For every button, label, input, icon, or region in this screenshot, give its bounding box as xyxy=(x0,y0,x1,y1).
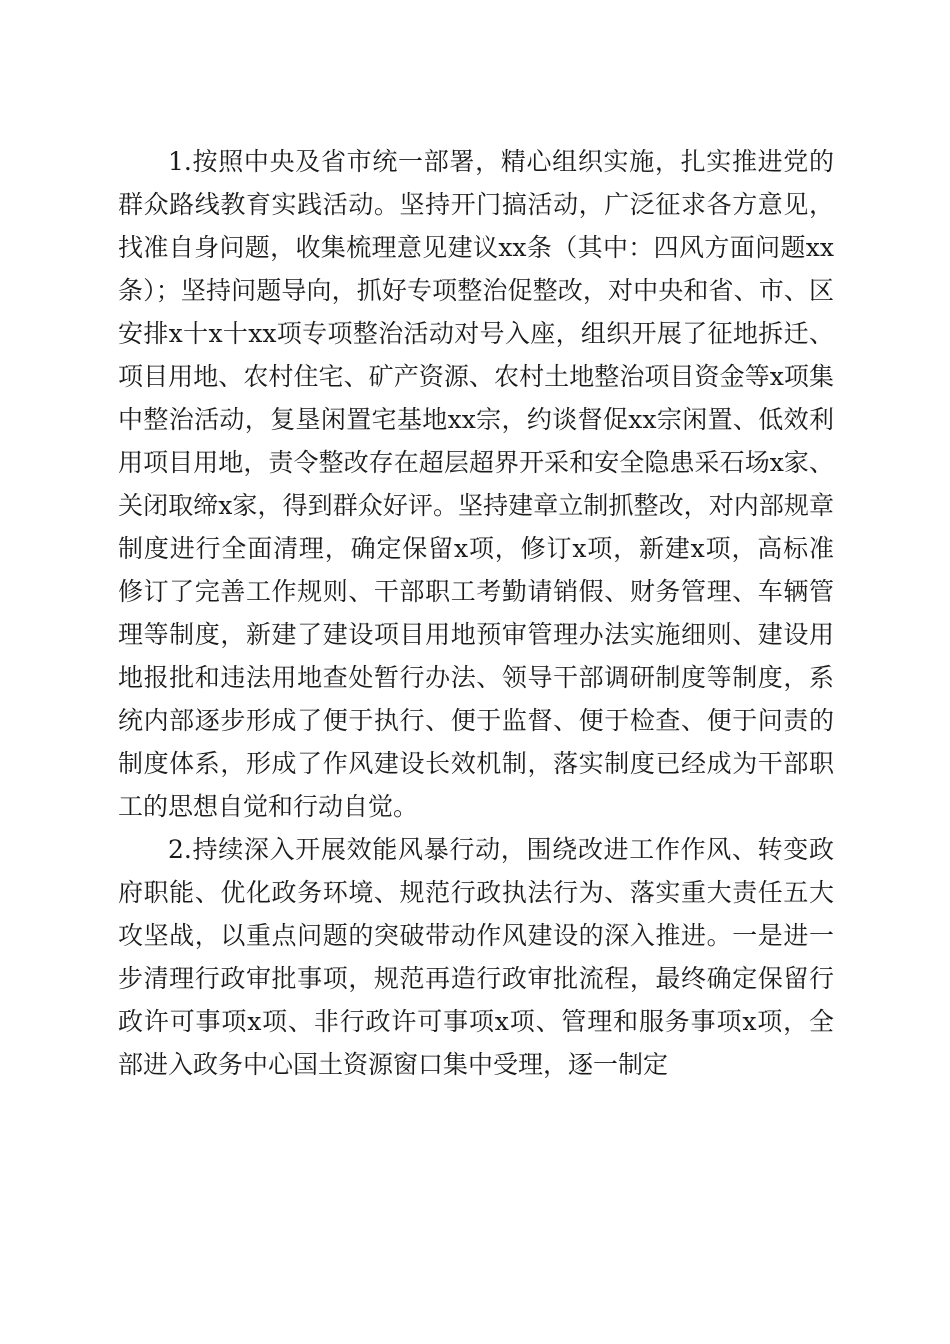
body-text xyxy=(118,140,834,1086)
paragraph-1: 1.按照中央及省市统一部署，精心组织实施，扎实推进党的群众路线教育实践活动。坚持开门搞活动，广泛征求各方意见，找准自身问题，收集梳理意见建议xx条（其中：四风方面问题xx条）；坚持问题导向，抓好专项整治促整改，对中央和省、市、区安排x十x十xx项专项整治活动对号入座，组织开展了征地拆迁、项目用地、农村住宅、矿产资源、农村土地整治项目资金等x项集中整治活动，复垦闲置宅基地xx宗，约谈督促xx宗闲置、低效利用项目用地，责令整改存在超层超界开采和安全隐患采石场x家、关闭取缔x家，得到群众好评。坚持建章立制抓整改，对内部规章制度进行全面清理，确定保留x项，修订x项，新建x项，高标准修订了完善工作规则、干部职工考勤请销假、财务管理、车辆管理等制度，新建了建设项目用地预审管理办法实施细则、建设用地报批和违法用地查处暂行办法、领导干部调研制度等制度，系统内部逐步形成了便于执行、便于监督、便于检查、便于问责的制度体系，形成了作风建设长效机制，落实制度已经成为干部职工的思想自觉和行动自觉。 xyxy=(118,147,834,821)
paragraph-2: 2.持续深入开展效能风暴行动，围绕改进工作作风、转变政府职能、优化政务环境、规范行政执法行为、落实重大责任五大攻坚战，以重点问题的突破带动作风建设的深入推进。一是进一步清理行政审批事项，规范再造行政审批流程，最终确定保留行政许可事项x项、非行政许可事项x项、管理和服务事项x项，全部进入政务中心国土资源窗口集中受理，逐一制定 xyxy=(118,835,834,1079)
